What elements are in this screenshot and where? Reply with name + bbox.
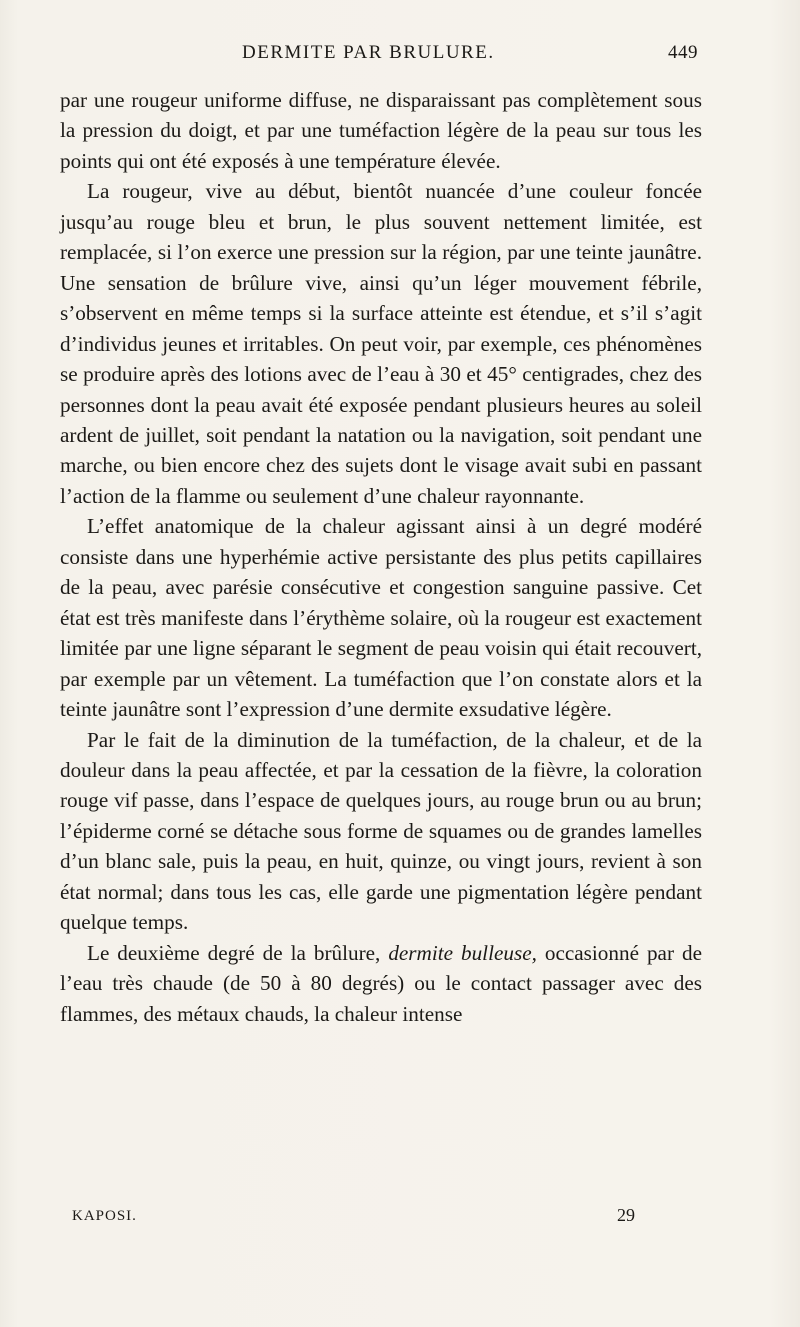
signature-mark: KAPOSI. [72,1208,137,1224]
page-footer [72,1205,672,1229]
body-text [60,85,702,1029]
paragraph-text: occasionné par de l’eau très chaude (de 50 à 80 degrés) ou le contact passager avec des flammes, des métaux chauds, la chaleur intense [60,940,702,1026]
paragraph: L’effet anatomique de la chaleur agissant ainsi à un degré modéré consiste dans une hyperhémie active persistante des plus petits capillaires de la peau, avec parésie consécutive et congestion sanguine passive. Cet état est très manifeste dans l’érythème solaire, où la rougeur est exactement limitée par une ligne séparant le segment de peau voisin qui était recouvert, par exemple par un vêtement. La tuméfaction que l’on constate alors et la teinte jaunâtre sont l’expression d’une dermite exsudative légère. [60,514,702,722]
page-header [60,42,700,72]
paragraph-text: Le deuxième degré de la brûlure, [87,940,389,965]
sheet-number: 29 [617,1205,635,1225]
italic-term: dermite bulleuse, [388,940,537,965]
paragraph: par une rougeur uniforme diffuse, ne disparaissant pas complètement sous la pression du doigt, et par une tuméfaction légère de la peau sur tous les points qui ont été exposés à une température élevée. [60,88,702,173]
paragraph [60,938,702,1029]
paragraph: Par le fait de la diminution de la tuméfaction, de la chaleur, et de la douleur dans la peau affectée, et par la cessation de la fièvre, la coloration rouge vif passe, dans l’espace de quelques jours, au rouge brun ou au brun; l’épiderme corné se détache sous forme de squames ou de grandes lamelles d’un blanc sale, puis la peau, en huit, quinze, ou vingt jours, revient à son état normal; dans tous les cas, elle garde une pigmentation légère pendant quelque temps. [60,727,702,935]
running-title: DERMITE PAR BRULURE. [242,42,495,63]
page-number: 449 [668,42,698,63]
paragraph: La rougeur, vive au début, bientôt nuancée d’une couleur foncée jusqu’au rouge bleu et brun, le plus souvent nettement limitée, est remplacée, si l’on exerce une pression sur la région, par une teinte jaunâtre. Une sensation de brûlure vive, ainsi qu’un léger mouvement fébrile, s’observent en même temps si la surface atteinte est étendue, et s’il s’agit d’individus jeunes et irritables. On peut voir, par exemple, ces phénomènes se produire après des lotions avec de l’eau à 30 et 45° centigrades, chez des personnes dont la peau avait été exposée pendant plusieurs heures au soleil ardent de juillet, soit pendant la natation ou la navigation, soit pendant une marche, ou bien encore chez des sujets dont le visage avait subi en passant l’action de la flamme ou seulement d’une chaleur rayonnante. [60,179,702,508]
